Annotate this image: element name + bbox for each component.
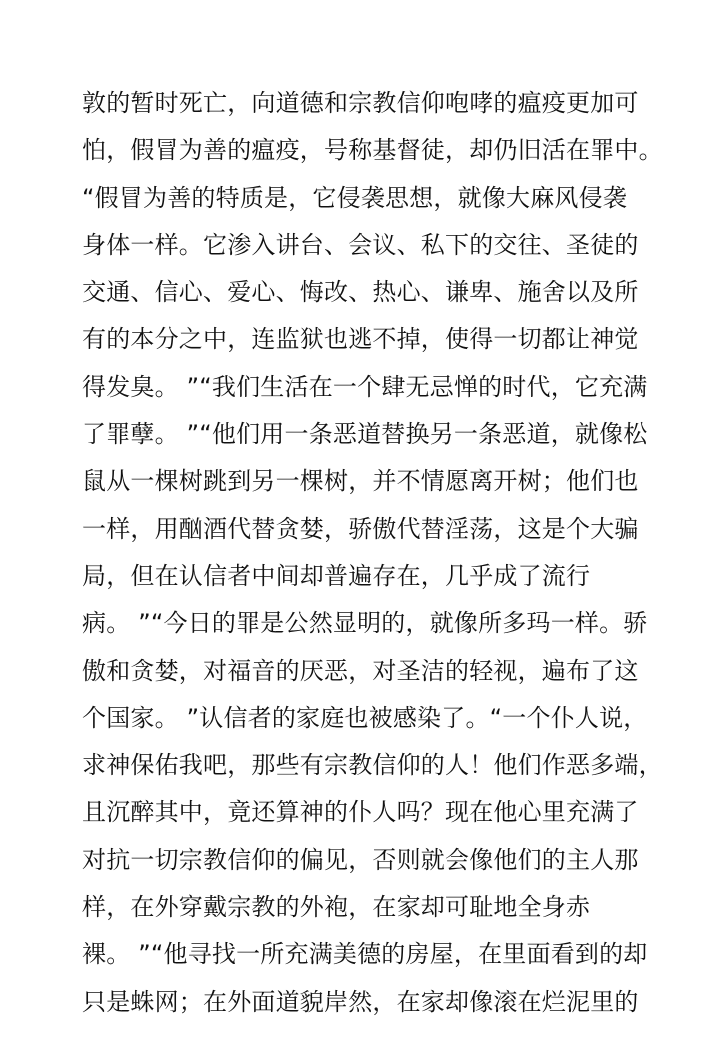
- text-line-14: 个国家。 ”认信者的家庭也被感染了。“一个仆人说，: [82, 703, 648, 732]
- text-line-5: 交通、信心、爱心、悔改、热心、谦卑、施舍以及所: [82, 278, 639, 307]
- text-line-3: “假冒为善的特质是，它侵袭思想，就像大麻风侵袭: [82, 183, 628, 212]
- text-line-13: 傲和贪婪，对福音的厌恶，对圣洁的轻视，遍布了这: [82, 656, 639, 685]
- text-line-11: 局，但在认信者中间却普遍存在，几乎成了流行: [82, 561, 591, 590]
- body-text: [82, 80, 682, 1026]
- text-line-9: 鼠从一棵树跳到另一棵树，并不情愿离开树；他们也: [82, 467, 639, 496]
- text-line-7: 得发臭。 ”“我们生活在一个肆无忌惮的时代，它充满: [82, 372, 648, 401]
- text-line-18: 样，在外穿戴宗教的外袍，在家却可耻地全身赤: [82, 893, 591, 922]
- text-line-8: 了罪孽。 ”“他们用一条恶道替换另一条恶道，就像松: [82, 420, 648, 449]
- text-line-15: 求神保佑我吧，那些有宗教信仰的人！他们作恶多端，: [82, 751, 663, 780]
- text-line-20: 只是蛛网；在外面道貌岸然，在家却像滚在烂泥里的: [82, 987, 639, 1016]
- text-line-17: 对抗一切宗教信仰的偏见，否则就会像他们的主人那: [82, 845, 639, 874]
- text-line-19: 裸。 ”“他寻找一所充满美德的房屋，在里面看到的却: [82, 940, 648, 969]
- text-line-6: 有的本分之中，连监狱也逃不掉，使得一切都让神觉: [82, 325, 639, 354]
- text-line-1: 敦的暂时死亡，向道德和宗教信仰咆哮的瘟疫更加可: [82, 89, 639, 117]
- text-line-16: 且沉醉其中，竟还算神的仆人吗？现在他心里充满了: [82, 798, 639, 827]
- text-line-4: 身体一样。它渗入讲台、会议、私下的交往、圣徒的: [82, 230, 639, 259]
- text-line-2: 怕，假冒为善的瘟疫，号称基督徒，却仍旧活在罪中。: [82, 136, 663, 165]
- text-line-12: 病。 ”“今日的罪是公然显明的，就像所多玛一样。骄: [82, 609, 648, 638]
- text-line-10: 一样，用酗酒代替贪婪，骄傲代替淫荡，这是个大骗: [82, 514, 639, 543]
